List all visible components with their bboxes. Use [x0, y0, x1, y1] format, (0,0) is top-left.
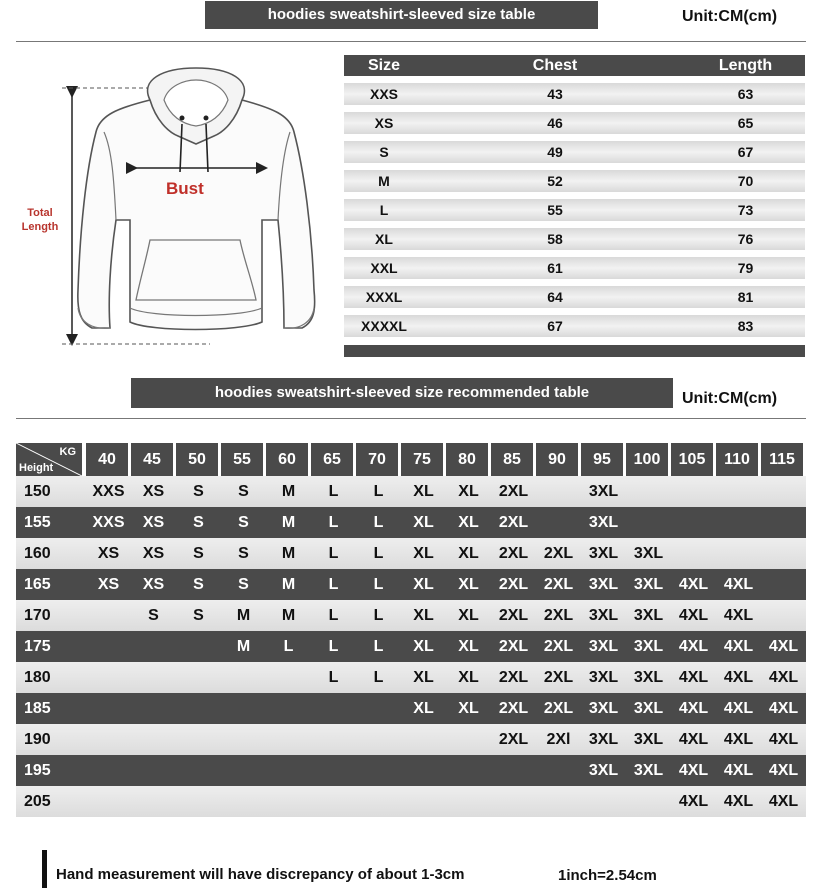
- size-cell: XXXXL: [361, 318, 407, 334]
- size-recommendation-cell: 4XL: [678, 730, 709, 748]
- size-recommendation-cell: 4XL: [723, 730, 754, 748]
- size-recommendation-cell: XL: [413, 544, 434, 562]
- size-row: [344, 315, 805, 337]
- chest-cell: 55: [547, 202, 563, 218]
- corner-kg: KG: [59, 446, 76, 458]
- size-cell: XXXL: [365, 289, 403, 305]
- size-cell: XXL: [370, 260, 398, 276]
- size-recommendation-cell: S: [193, 544, 204, 562]
- kg-header: 65: [311, 443, 353, 476]
- size-recommendation-cell: 4XL: [768, 730, 799, 748]
- table-row: [16, 600, 806, 631]
- size-recommendation-cell: 4XL: [678, 761, 709, 779]
- chest-cell: 58: [547, 231, 563, 247]
- size-recommendation-cell: 2XL: [498, 668, 529, 686]
- size-recommendation-cell: XL: [413, 513, 434, 531]
- size-recommendation-cell: M: [236, 637, 251, 655]
- size-recommendation-cell: L: [373, 575, 384, 593]
- length-cell: 67: [737, 144, 754, 160]
- size-recommendation-cell: XXS: [92, 513, 125, 531]
- size-cell: XXS: [369, 86, 398, 102]
- size-recommendation-cell: XL: [458, 513, 479, 531]
- size-recommendation-cell: L: [373, 544, 384, 562]
- size-table-header: [344, 55, 805, 76]
- size-recommendation-cell: 4XL: [678, 637, 709, 655]
- size-recommendation-cell: S: [238, 575, 249, 593]
- size-recommendation-cell: 3XL: [633, 761, 664, 779]
- note-bar: [42, 850, 47, 888]
- header-size: Size: [367, 56, 400, 74]
- size-table-footer-bar: [344, 345, 805, 357]
- size-recommendation-cell: 3XL: [633, 637, 664, 655]
- size-recommendation-cell: M: [236, 606, 251, 624]
- size-recommendation-cell: L: [373, 606, 384, 624]
- size-recommendation-cell: 3XL: [633, 544, 664, 562]
- size-recommendation-cell: L: [328, 668, 339, 686]
- length-cell: 70: [737, 173, 754, 189]
- size-recommendation-cell: XS: [97, 575, 120, 593]
- length-cell: 73: [737, 202, 754, 218]
- size-recommendation-cell: S: [238, 544, 249, 562]
- size-recommendation-cell: XL: [458, 544, 479, 562]
- kg-header: 105: [671, 443, 713, 476]
- size-recommendation-cell: 4XL: [678, 575, 709, 593]
- height-cell: 205: [24, 792, 51, 810]
- kg-header: 50: [176, 443, 218, 476]
- size-recommendation-cell: 3XL: [588, 637, 619, 655]
- size-recommendation-cell: XS: [142, 513, 165, 531]
- measurement-note: Hand measurement will have discrepancy of about 1-3cm: [56, 866, 465, 883]
- size-recommendation-cell: S: [148, 606, 159, 624]
- table-row: [16, 755, 806, 786]
- size-recommendation-cell: M: [281, 544, 296, 562]
- size-cell: M: [378, 173, 390, 189]
- divider: [16, 41, 806, 42]
- rec-table-header: [16, 443, 806, 476]
- height-cell: 180: [24, 668, 51, 686]
- table-row: [16, 476, 806, 507]
- size-recommendation-cell: 4XL: [768, 637, 799, 655]
- size-row: [344, 141, 805, 163]
- size-table: [344, 55, 805, 357]
- length-cell: 83: [737, 318, 754, 334]
- kg-header: 60: [266, 443, 308, 476]
- size-recommendation-cell: 2Xl: [546, 730, 571, 748]
- size-recommendation-cell: 2XL: [498, 544, 529, 562]
- header-length: Length: [718, 56, 773, 74]
- size-recommendation-cell: XXS: [92, 482, 125, 500]
- chest-cell: 61: [547, 260, 563, 276]
- size-recommendation-cell: S: [193, 606, 204, 624]
- chest-cell: 52: [547, 173, 563, 189]
- size-recommendation-cell: 4XL: [723, 637, 754, 655]
- size-recommendation-cell: 2XL: [498, 699, 529, 717]
- length-cell: 79: [737, 260, 754, 276]
- kg-header: 75: [401, 443, 443, 476]
- size-recommendation-cell: S: [238, 513, 249, 531]
- size-recommendation-cell: M: [281, 482, 296, 500]
- table-row: [16, 786, 806, 817]
- size-recommendation-cell: 3XL: [588, 575, 619, 593]
- size-row: [344, 228, 805, 250]
- size-recommendation-cell: 4XL: [768, 792, 799, 810]
- size-recommendation-cell: L: [373, 482, 384, 500]
- size-recommendation-cell: 4XL: [723, 575, 754, 593]
- kg-header: 95: [581, 443, 623, 476]
- rec-table-title: hoodies sweatshirt-sleeved size recommended table: [131, 378, 673, 408]
- size-recommendation-cell: XL: [413, 606, 434, 624]
- size-recommendation-cell: 2XL: [498, 513, 529, 531]
- size-recommendation-cell: 4XL: [723, 761, 754, 779]
- size-cell: L: [379, 202, 389, 218]
- size-recommendation-cell: XL: [458, 699, 479, 717]
- size-recommendation-cell: 3XL: [588, 544, 619, 562]
- divider: [16, 418, 806, 419]
- size-table-title: hoodies sweatshirt-sleeved size table: [205, 1, 598, 29]
- size-recommendation-cell: 4XL: [678, 668, 709, 686]
- size-recommendation-cell: XL: [458, 606, 479, 624]
- size-recommendation-cell: XL: [413, 699, 434, 717]
- size-row: [344, 286, 805, 308]
- size-recommendation-cell: 4XL: [723, 668, 754, 686]
- table-row: [16, 724, 806, 755]
- size-cell: XS: [374, 115, 394, 131]
- size-recommendation-cell: L: [373, 637, 384, 655]
- size-recommendation-cell: S: [238, 482, 249, 500]
- size-recommendation-cell: 3XL: [633, 668, 664, 686]
- size-recommendation-cell: XL: [458, 668, 479, 686]
- size-recommendation-cell: L: [328, 575, 339, 593]
- size-recommendation-cell: 3XL: [588, 606, 619, 624]
- size-table-unit: Unit:CM(cm): [682, 8, 778, 25]
- size-recommendation-cell: 4XL: [678, 699, 709, 717]
- size-recommendation-cell: L: [283, 637, 294, 655]
- size-recommendation-cell: L: [373, 513, 384, 531]
- size-recommendation-cell: XL: [413, 637, 434, 655]
- header-corner: [16, 443, 82, 476]
- size-recommendation-cell: XL: [413, 482, 434, 500]
- size-recommendation-cell: 2XL: [498, 730, 529, 748]
- inch-conversion: 1inch=2.54cm: [558, 867, 657, 884]
- size-recommendation-cell: 3XL: [588, 730, 619, 748]
- size-recommendation-cell: 4XL: [678, 606, 709, 624]
- size-recommendation-cell: 4XL: [768, 668, 799, 686]
- size-recommendation-cell: M: [281, 513, 296, 531]
- size-recommendation-cell: 2XL: [498, 575, 529, 593]
- height-cell: 185: [24, 699, 51, 717]
- size-recommendation-cell: 2XL: [498, 637, 529, 655]
- height-cell: 150: [24, 482, 51, 500]
- bust-label: Bust: [166, 179, 204, 198]
- size-recommendation-cell: L: [328, 544, 339, 562]
- kg-header: 110: [716, 443, 758, 476]
- length-cell: 81: [737, 289, 754, 305]
- height-cell: 155: [24, 513, 51, 531]
- table-row: [16, 631, 806, 662]
- kg-header: 80: [446, 443, 488, 476]
- corner-height: Height: [19, 462, 54, 474]
- kg-header: 100: [626, 443, 668, 476]
- size-recommendation-cell: L: [328, 637, 339, 655]
- size-recommendation-cell: XS: [142, 482, 165, 500]
- size-recommendation-cell: 2XL: [543, 544, 574, 562]
- size-recommendation-cell: XL: [413, 668, 434, 686]
- size-recommendation-cell: 3XL: [633, 606, 664, 624]
- length-cell: 63: [737, 86, 754, 102]
- size-recommendation-cell: 2XL: [543, 699, 574, 717]
- kg-header: 45: [131, 443, 173, 476]
- length-cell: 65: [737, 115, 754, 131]
- size-recommendation-cell: M: [281, 606, 296, 624]
- total-length-label: Total Length: [21, 207, 59, 233]
- size-row: [344, 83, 805, 105]
- size-recommendation-cell: 3XL: [588, 513, 619, 531]
- height-cell: 175: [24, 637, 51, 655]
- size-recommendation-cell: 4XL: [678, 792, 709, 810]
- size-recommendation-cell: L: [373, 668, 384, 686]
- size-recommendation-cell: 2XL: [543, 606, 574, 624]
- kg-header: 90: [536, 443, 578, 476]
- size-recommendation-cell: 4XL: [723, 606, 754, 624]
- size-recommendation-cell: S: [193, 575, 204, 593]
- kg-header: 40: [86, 443, 128, 476]
- size-recommendation-cell: 4XL: [768, 761, 799, 779]
- size-recommendation-cell: XS: [142, 544, 165, 562]
- size-recommendation-cell: 2XL: [498, 482, 529, 500]
- chest-cell: 49: [547, 144, 563, 160]
- size-recommendation-cell: XL: [458, 575, 479, 593]
- table-row: [16, 569, 806, 600]
- size-recommendation-cell: XS: [142, 575, 165, 593]
- rec-table-unit: Unit:CM(cm): [682, 390, 778, 407]
- height-cell: 190: [24, 730, 51, 748]
- chest-cell: 46: [547, 115, 563, 131]
- kg-header: 55: [221, 443, 263, 476]
- chest-cell: 43: [547, 86, 563, 102]
- size-recommendation-cell: 3XL: [588, 699, 619, 717]
- size-recommendation-cell: 3XL: [588, 668, 619, 686]
- size-recommendation-cell: 2XL: [543, 637, 574, 655]
- size-recommendation-cell: 2XL: [543, 668, 574, 686]
- height-cell: 170: [24, 606, 51, 624]
- size-recommendation-cell: 2XL: [498, 606, 529, 624]
- size-cell: S: [379, 144, 389, 160]
- size-recommendation-cell: L: [328, 606, 339, 624]
- height-cell: 165: [24, 575, 51, 593]
- header-chest: Chest: [532, 56, 578, 74]
- table-row: [16, 662, 806, 693]
- size-cell: XL: [375, 231, 393, 247]
- size-recommendation-cell: XL: [413, 575, 434, 593]
- kg-header: 85: [491, 443, 533, 476]
- chest-cell: 64: [547, 289, 563, 305]
- size-recommendation-cell: 3XL: [633, 575, 664, 593]
- size-recommendation-cell: 3XL: [588, 761, 619, 779]
- length-cell: 76: [737, 231, 754, 247]
- kg-header: 70: [356, 443, 398, 476]
- size-recommendation-cell: 4XL: [723, 792, 754, 810]
- size-recommendation-cell: XL: [458, 637, 479, 655]
- size-recommendation-cell: 2XL: [543, 575, 574, 593]
- size-row: [344, 257, 805, 279]
- size-row: [344, 199, 805, 221]
- table-row: [16, 693, 806, 724]
- size-recommendation-cell: 4XL: [723, 699, 754, 717]
- size-recommendation-cell: 3XL: [633, 730, 664, 748]
- table-row: [16, 507, 806, 538]
- size-recommendation-cell: S: [193, 513, 204, 531]
- size-row: [344, 112, 805, 134]
- size-recommendation-cell: S: [193, 482, 204, 500]
- chest-cell: 67: [547, 318, 563, 334]
- size-recommendation-cell: L: [328, 482, 339, 500]
- size-recommendation-cell: M: [281, 575, 296, 593]
- size-recommendation-cell: 3XL: [588, 482, 619, 500]
- recommended-size-table: [16, 443, 806, 817]
- height-cell: 160: [24, 544, 51, 562]
- table-row: [16, 538, 806, 569]
- size-recommendation-cell: 4XL: [768, 699, 799, 717]
- size-recommendation-cell: L: [328, 513, 339, 531]
- size-recommendation-cell: XS: [97, 544, 120, 562]
- kg-header: 115: [761, 443, 803, 476]
- size-recommendation-cell: 3XL: [633, 699, 664, 717]
- size-row: [344, 170, 805, 192]
- size-recommendation-cell: XL: [458, 482, 479, 500]
- height-cell: 195: [24, 761, 51, 779]
